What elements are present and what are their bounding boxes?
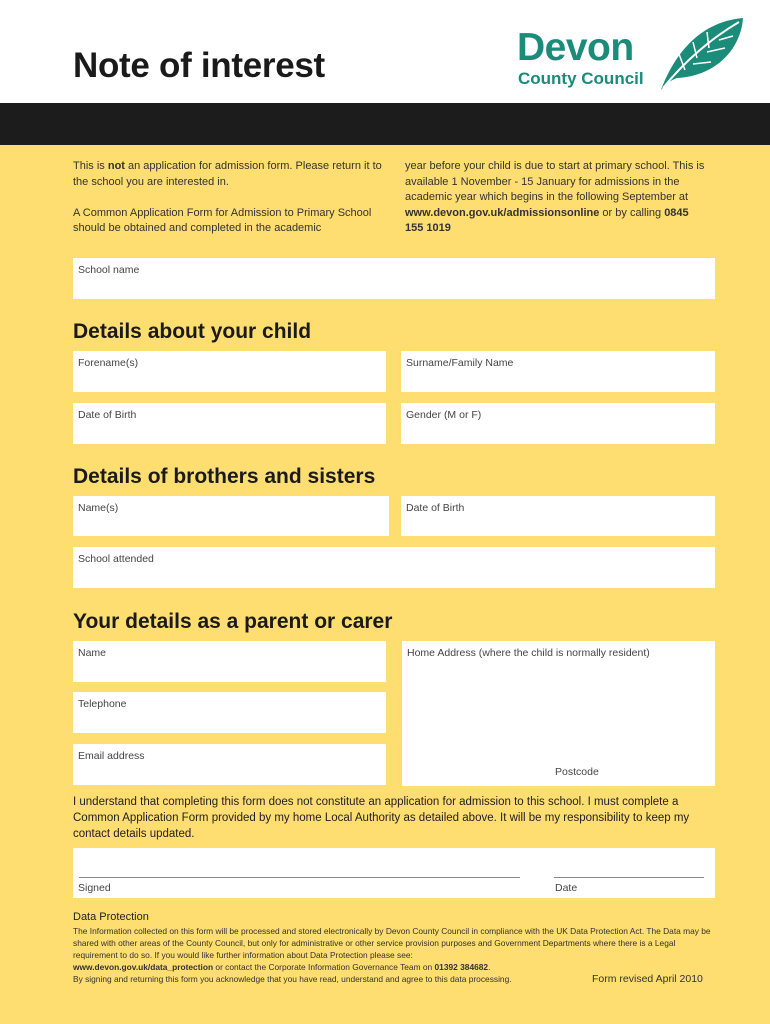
sibling-dob-field[interactable]: [401, 496, 715, 536]
telephone-field[interactable]: [73, 692, 386, 733]
data-protection-phone: 01392 384682: [434, 962, 489, 973]
data-protection-body: The Information collected on this form will be processed and stored electronically by Devon County Council in compliance with the UK Data Protection Act. The Data may be shared with other areas of the County Council, but only for administrative or other service provision purposes and Government Departments where there is a Legal requirement to do so. If you would like further information about Data Protection please see:: [73, 926, 711, 961]
page-header: [0, 0, 770, 103]
logo-devon-text: Devon: [517, 26, 634, 69]
sibling-names-label: Name(s): [78, 502, 119, 514]
signed-label: Signed: [78, 882, 111, 894]
telephone-label: Telephone: [78, 698, 127, 710]
sibling-names-field[interactable]: [73, 496, 389, 536]
postcode-label: Postcode: [555, 766, 599, 778]
email-label: Email address: [78, 750, 145, 762]
admissions-phone: 0845 155 1019: [405, 206, 689, 235]
signature-line: [79, 877, 520, 878]
data-protection-body: .: [488, 962, 491, 973]
intro-paragraph-1: [73, 159, 391, 190]
school-name-field[interactable]: [73, 258, 715, 299]
email-field[interactable]: [73, 744, 386, 785]
intro-not-emphasis: not: [107, 160, 125, 172]
data-protection-url[interactable]: www.devon.gov.uk/data_protection: [73, 962, 214, 973]
logo-county-council-text: County Council: [518, 69, 644, 88]
page-title: Note of interest: [73, 46, 325, 85]
date-line: [554, 877, 704, 878]
intro-paragraph-2: A Common Application Form for Admission to Primary School should be obtained and completed in the academic: [73, 206, 372, 235]
gender-label: Gender (M or F): [406, 409, 482, 421]
intro-text: This is: [73, 160, 108, 172]
child-section-heading: Details about your child: [73, 320, 312, 343]
intro-text: an application for admission form. Please return it to the school you are interested in.: [73, 160, 382, 188]
child-dob-field[interactable]: [73, 403, 386, 444]
surname-label: Surname/Family Name: [406, 357, 514, 369]
declaration-text: I understand that completing this form does not constitute an application for admission to this school. I must complete a Common Application Form provided by my home Local Authority as detailed above. It will be my responsibility to keep my contact details updated.: [73, 796, 690, 840]
parent-name-field[interactable]: [73, 641, 386, 682]
home-address-label: Home Address (where the child is normally resident): [407, 647, 650, 659]
data-protection-paragraph: [73, 925, 718, 973]
school-attended-label: School attended: [78, 553, 154, 565]
surname-field[interactable]: [401, 351, 715, 392]
school-name-label: School name: [78, 264, 140, 276]
gender-field[interactable]: [401, 403, 715, 444]
date-label: Date: [555, 882, 578, 894]
data-protection-heading: Data Protection: [73, 911, 149, 923]
leaf-icon: [655, 14, 747, 94]
admissions-url[interactable]: www.devon.gov.uk/admissionsonline: [405, 206, 600, 219]
siblings-section-heading: Details of brothers and sisters: [73, 465, 376, 488]
parent-name-label: Name: [78, 647, 107, 659]
parent-section-heading: Your details as a parent or carer: [73, 610, 393, 633]
intro-paragraph-3: [405, 159, 710, 237]
intro-text: year before your child is due to start at primary school. This is available 1 November - 15 January for admissions in the academic year which begins in the following September at: [405, 160, 705, 204]
intro-left-column: [73, 159, 391, 237]
child-dob-label: Date of Birth: [78, 409, 137, 421]
devon-county-council-logo: [517, 14, 747, 99]
intro-right-column: [405, 159, 710, 237]
data-protection-consent: By signing and returning this form you acknowledge that you have read, understand and agree to this data processing.: [73, 974, 512, 985]
form-revised-date: Form revised April 2010: [592, 973, 703, 985]
forenames-label: Forename(s): [78, 357, 139, 369]
sibling-dob-label: Date of Birth: [406, 502, 465, 514]
forenames-field[interactable]: [73, 351, 386, 392]
header-bar: [0, 103, 770, 145]
home-address-field[interactable]: [402, 641, 715, 786]
intro-text: or by calling: [599, 206, 665, 219]
school-attended-field[interactable]: [73, 547, 715, 588]
signature-area[interactable]: [73, 848, 715, 898]
data-protection-body: or contact the Corporate Information Governance Team on: [213, 962, 435, 973]
